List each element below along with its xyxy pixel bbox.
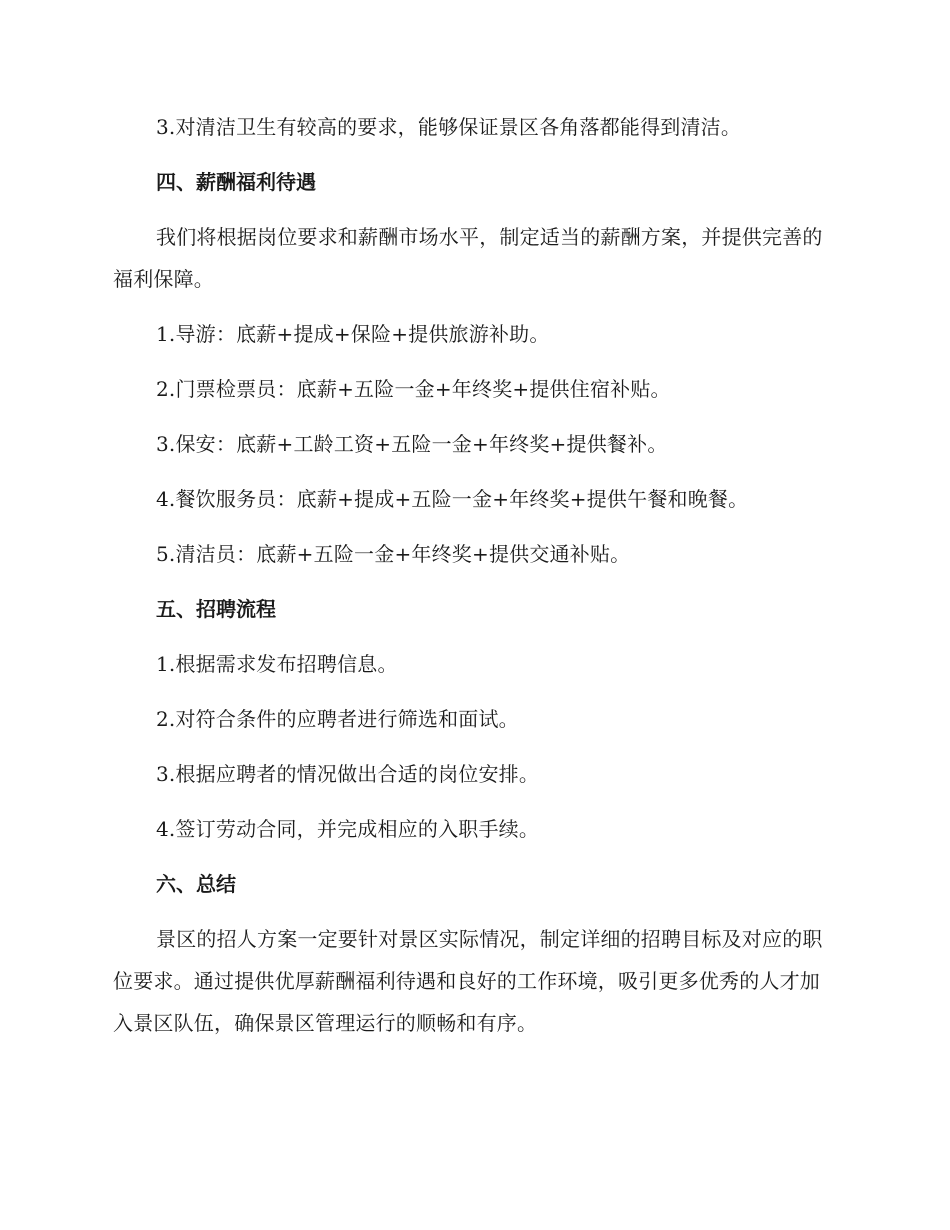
document-body [113,106,833,1057]
list-item-cleaner: 5.清洁员：底薪+五险一金+年终奖+提供交通补贴。 [156,542,631,566]
list-item-ticket-checker: 2.门票检票员：底薪+五险一金+年终奖+提供住宿补贴。 [156,377,671,401]
list-item-security-guard: 3.保安：底薪+工龄工资+五险一金+年终奖+提供餐补。 [156,432,668,456]
paragraph-salary-intro: 我们将根据岗位要求和薪酬市场水平，制定适当的薪酬方案，并提供完善的福利保障。 [113,225,823,291]
list-item-publish-info: 1.根据需求发布招聘信息。 [156,652,398,676]
list-item-screening-interview: 2.对符合条件的应聘者进行筛选和面试。 [156,707,519,731]
paragraph-cleaning-requirement: 3.对清洁卫生有较高的要求，能够保证景区各角落都能得到清洁。 [156,115,742,139]
section-heading-recruitment-process: 五、招聘流程 [156,597,276,621]
section-heading-salary-benefits: 四、薪酬福利待遇 [156,170,316,194]
list-item-catering-staff: 4.餐饮服务员：底薪+提成+五险一金+年终奖+提供午餐和晚餐。 [156,487,749,511]
list-item-tour-guide: 1.导游：底薪+提成+保险+提供旅游补助。 [156,322,550,346]
section-heading-summary: 六、总结 [156,872,236,896]
list-item-sign-contract: 4.签订劳动合同，并完成相应的入职手续。 [156,817,540,841]
paragraph-summary: 景区的招人方案一定要针对景区实际情况，制定详细的招聘目标及对应的职位要求。通过提供优厚薪酬福利待遇和良好的工作环境，吸引更多优秀的人才加入景区队伍，确保景区管理运行的顺畅和有序。 [113,927,823,1035]
list-item-position-arrangement: 3.根据应聘者的情况做出合适的岗位安排。 [156,762,540,786]
